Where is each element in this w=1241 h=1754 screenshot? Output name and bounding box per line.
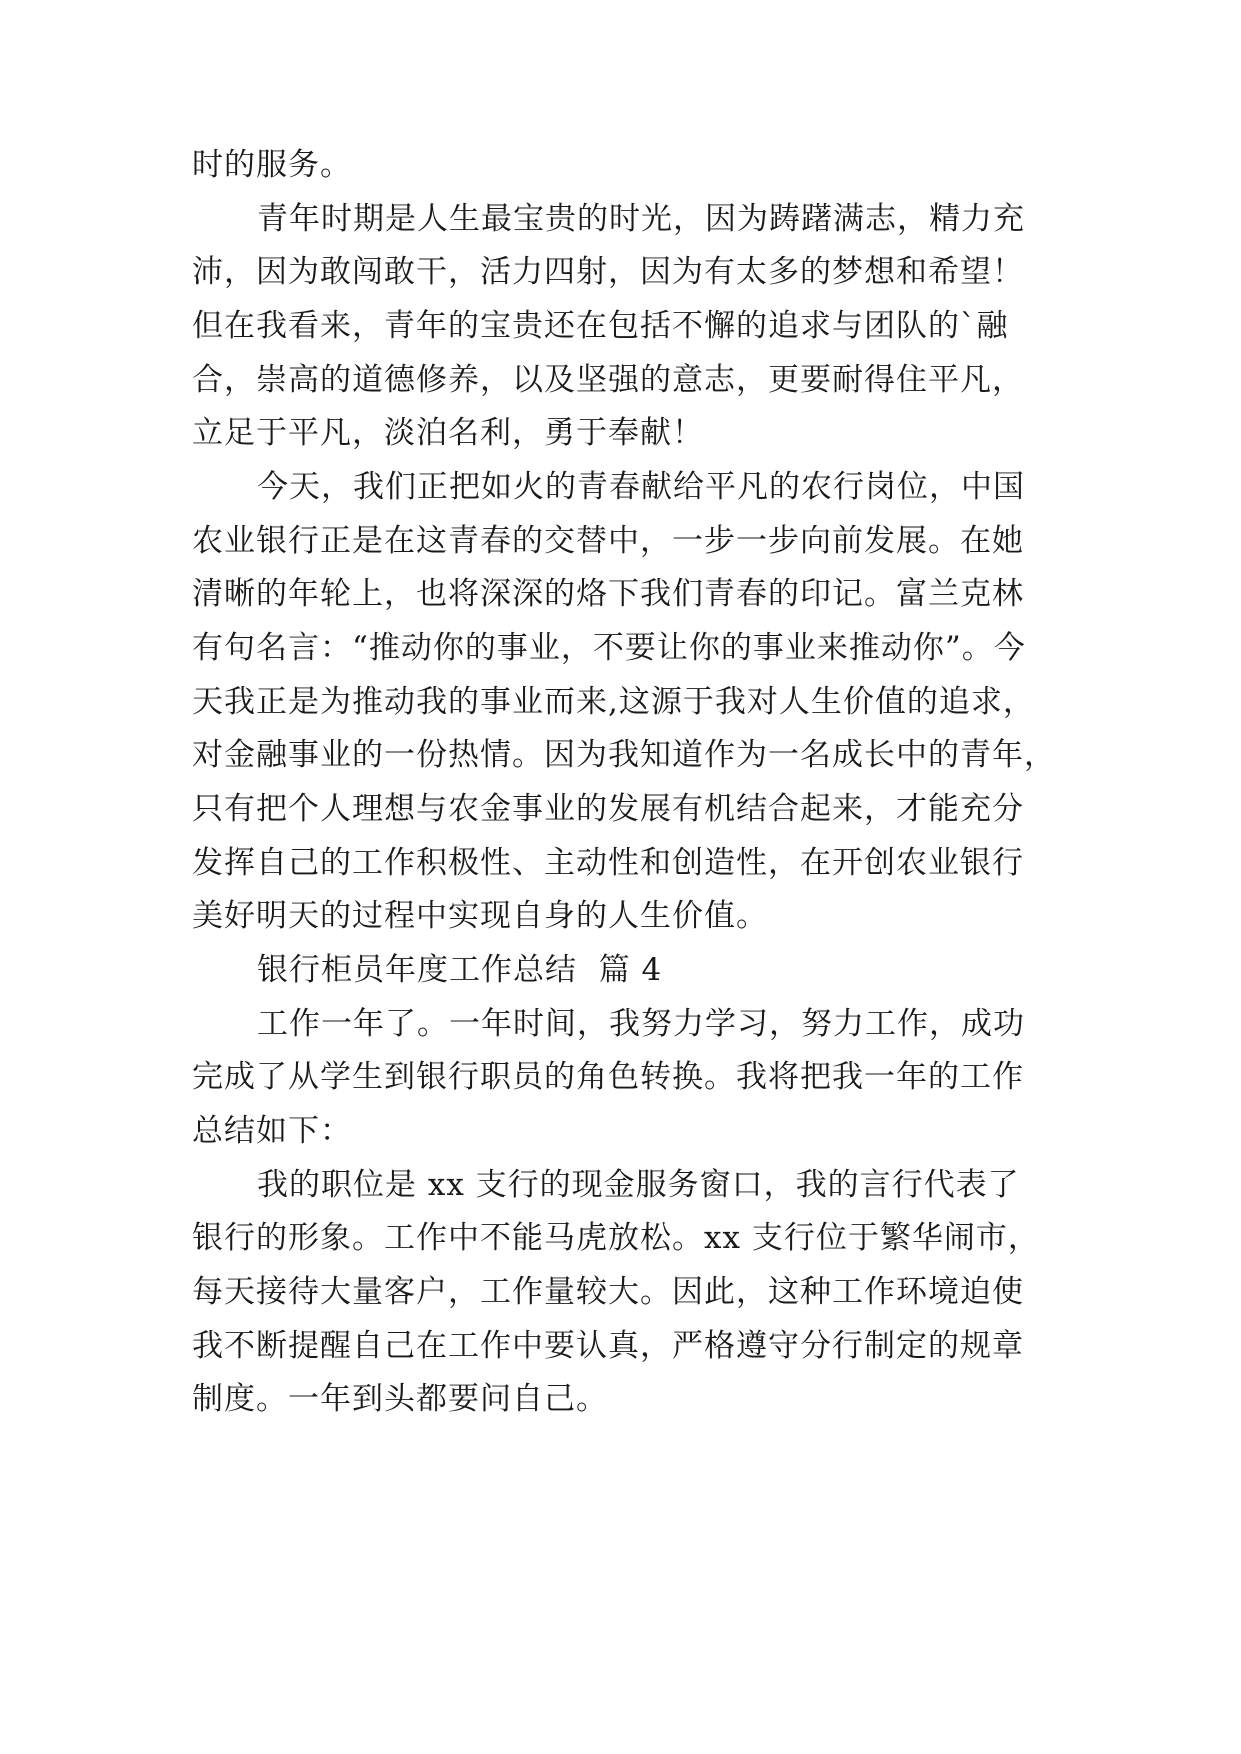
section-heading: 银行柜员年度工作总结 篇 4	[257, 952, 663, 988]
paragraph-line: 天我正是为推动我的事业而来,这源于我对人生价值的追求，	[192, 684, 1035, 720]
paragraph-line: 只有把个人理想与农金事业的发展有机结合起来，才能充分	[192, 791, 1024, 827]
paragraph-line: 对金融事业的一份热情。因为我知道作为一名成长中的青年，	[192, 737, 1056, 773]
paragraph-line: 制度。一年到头都要问自己。	[192, 1381, 608, 1417]
paragraph-line: 美好明天的过程中实现自身的人生价值。	[192, 898, 768, 934]
paragraph-line: 银行的形象。工作中不能马虎放松。xx 支行位于繁华闹市，	[192, 1220, 1040, 1256]
paragraph-first-line: 我的职位是 xx 支行的现金服务窗口，我的言行代表了	[257, 1167, 1020, 1203]
paragraph-line: 农业银行正是在这青春的交替中，一步一步向前发展。在她	[192, 523, 1024, 559]
paragraph-first-line: 工作一年了。一年时间，我努力学习，努力工作，成功	[257, 1006, 1025, 1042]
paragraph-line: 有句名言：“推动你的事业，不要让你的事业来推动你”。今	[192, 630, 1026, 666]
paragraph-line: 时的服务。	[192, 147, 352, 183]
paragraph-line: 每天接待大量客户，工作量较大。因此，这种工作环境迫使	[192, 1274, 1024, 1310]
paragraph-line: 合，崇高的道德修养，以及坚强的意志，更要耐得住平凡，	[192, 362, 1024, 398]
paragraph-line: 我不断提醒自己在工作中要认真，严格遵守分行制定的规章	[192, 1328, 1024, 1364]
paragraph-line: 完成了从学生到银行职员的角色转换。我将把我一年的工作	[192, 1059, 1024, 1095]
paragraph-line: 立足于平凡，淡泊名利，勇于奉献！	[192, 415, 704, 451]
paragraph-first-line: 今天，我们正把如火的青春献给平凡的农行岗位，中国	[257, 469, 1025, 505]
paragraph-line: 总结如下：	[192, 1113, 352, 1149]
paragraph-line: 清晰的年轮上，也将深深的烙下我们青春的印记。富兰克林	[192, 576, 1024, 612]
paragraph-line: 沛，因为敢闯敢干，活力四射，因为有太多的梦想和希望！	[192, 254, 1024, 290]
paragraph-line: 但在我看来，青年的宝贵还在包括不懈的追求与团队的`融	[192, 308, 1009, 344]
paragraph-first-line: 青年时期是人生最宝贵的时光，因为踌躇满志，精力充	[257, 201, 1025, 237]
paragraph-line: 发挥自己的工作积极性、主动性和创造性，在开创农业银行	[192, 845, 1024, 881]
